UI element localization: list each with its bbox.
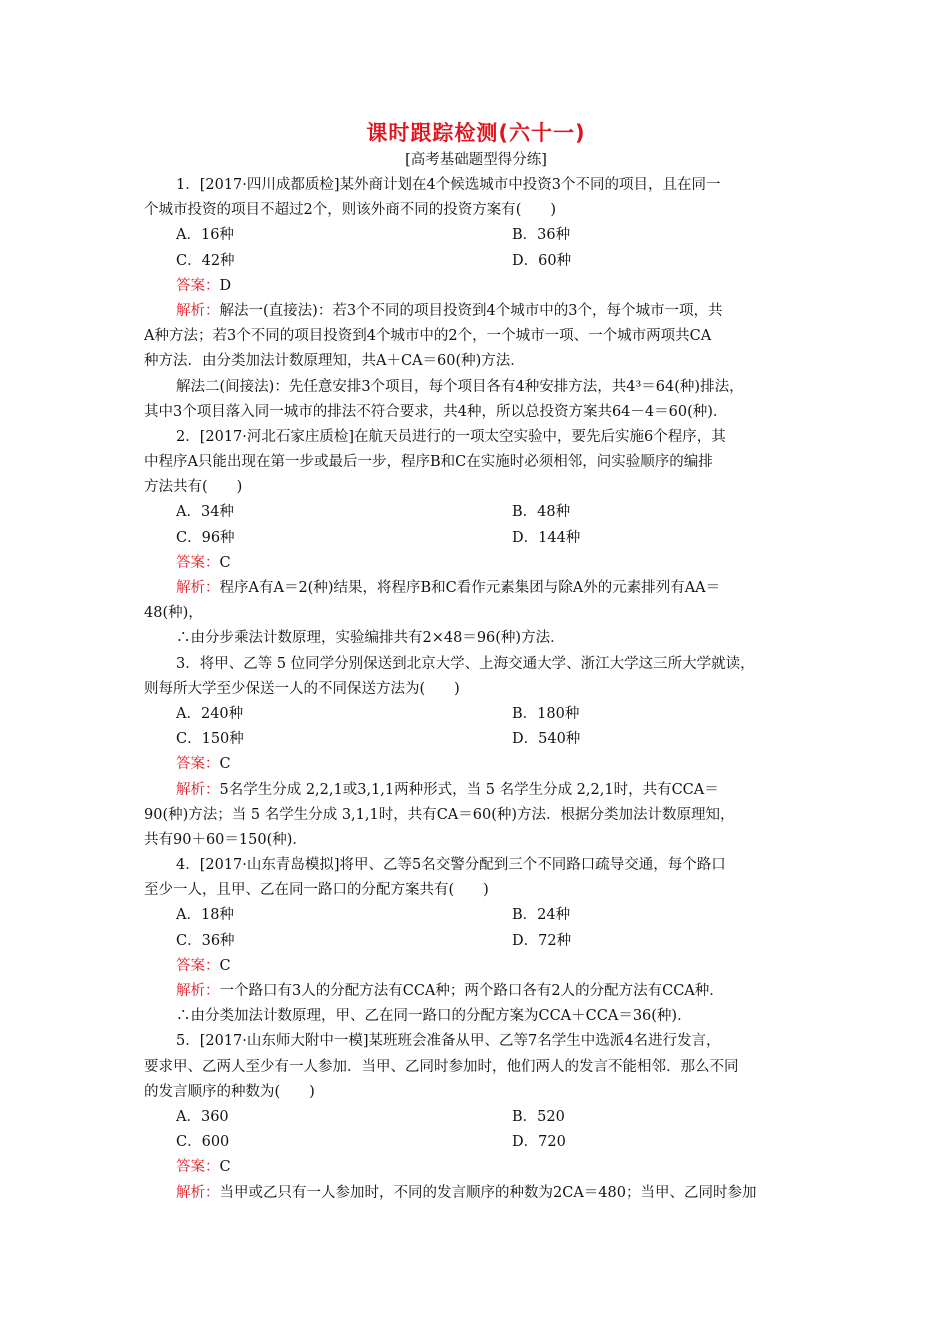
answer-option: D．540种 bbox=[512, 731, 581, 748]
option-row bbox=[144, 702, 808, 727]
explanation-label: 解析： bbox=[176, 1184, 220, 1201]
answer-option: B．24种 bbox=[512, 907, 571, 924]
answer-option: B．180种 bbox=[512, 705, 580, 722]
question-stem-line: 则每所大学至少保送一人的不同保送方法为( ) bbox=[144, 680, 460, 697]
question-stem-line: 中程序A只能出现在第一步或最后一步，程序B和C在实施时必须相邻，问实验顺序的编排 bbox=[144, 454, 713, 471]
question-stem-line: 3．将甲、乙等 5 位同学分别保送到北京大学、上海交通大学、浙江大学这三所大学就读， bbox=[176, 655, 755, 672]
explanation-line: 48(种)， bbox=[144, 605, 203, 622]
explanation-line bbox=[144, 1181, 808, 1206]
question-stem-line: 5．[2017·山东师大附中一模]某班班会准备从甲、乙等7名学生中选派4名进行发言， bbox=[176, 1033, 721, 1050]
option-row bbox=[144, 500, 808, 525]
explanation-label: 解析： bbox=[176, 781, 220, 798]
answer-label: 答案： bbox=[176, 756, 220, 773]
question-block bbox=[144, 1029, 808, 1205]
answer-option: D．720 bbox=[512, 1134, 566, 1151]
question-stem-line: 个城市投资的项目不超过2个，则该外商不同的投资方案有( ) bbox=[144, 202, 557, 219]
explanation-line: 90(种)方法；当 5 名学生分成 3,1,1时，共有CA＝60(种)方法．根据分类加法计数原理知， bbox=[144, 806, 735, 823]
answer-option: A．360 bbox=[176, 1108, 229, 1125]
option-row bbox=[144, 526, 808, 551]
answer-option: B．520 bbox=[512, 1108, 565, 1125]
question-stem-line: 2．[2017·河北石家庄质检]在航天员进行的一项太空实验中，要先后实施6个程序，其 bbox=[176, 428, 726, 445]
explanation-text: 当甲或乙只有一人参加时，不同的发言顺序的种数为2CA＝480；当甲、乙同时参加 bbox=[219, 1184, 757, 1201]
answer-value: D bbox=[219, 277, 232, 294]
explanation-line: 其中3个项目落入同一城市的排法不符合要求，共4种，所以总投资方案共64－4＝60(种)． bbox=[144, 403, 728, 420]
option-row bbox=[144, 223, 808, 248]
answer-value: C bbox=[219, 957, 231, 974]
answer-line bbox=[144, 274, 808, 299]
option-row bbox=[144, 249, 808, 274]
answer-value: C bbox=[219, 1159, 231, 1176]
explanation-line: 种方法．由分类加法计数原理知，共A＋CA＝60(种)方法． bbox=[144, 353, 525, 370]
answer-option: C．600 bbox=[176, 1134, 230, 1151]
explanation-text: 程序A有A＝2(种)结果，将程序B和C看作元素集团与除A外的元素排列有AA＝ bbox=[219, 580, 721, 596]
question-stem-line: 要求甲、乙两人至少有一人参加．当甲、乙同时参加时，他们两人的发言不能相邻．那么不同 bbox=[144, 1058, 739, 1075]
answer-option: C．36种 bbox=[176, 932, 235, 949]
question-stem-line: 方法共有( ) bbox=[144, 479, 243, 496]
answer-value: C bbox=[219, 756, 231, 773]
document-page bbox=[144, 118, 808, 1206]
question-stem-line: 至少一人，且甲、乙在同一路口的分配方案共有( ) bbox=[144, 882, 489, 899]
explanation-line: A种方法；若3个不同的项目投资到4个城市中的2个，一个城市一项、一个城市两项共CA bbox=[144, 328, 712, 345]
answer-option: A．16种 bbox=[176, 227, 234, 244]
explanation-line bbox=[144, 299, 808, 324]
answer-option: C．150种 bbox=[176, 731, 244, 748]
option-row bbox=[144, 727, 808, 752]
answer-option: C．42种 bbox=[176, 252, 235, 269]
answer-option: D．72种 bbox=[512, 932, 572, 949]
answer-option: A．34种 bbox=[176, 504, 234, 521]
explanation-line: 共有90＋60＝150(种)． bbox=[144, 831, 307, 848]
explanation-line bbox=[144, 778, 808, 803]
answer-line bbox=[144, 1155, 808, 1180]
answer-option: C．96种 bbox=[176, 529, 235, 546]
page-title: 课时跟踪检测(六十一) bbox=[366, 121, 586, 145]
explanation-label: 解析： bbox=[176, 983, 220, 999]
answer-line bbox=[144, 954, 808, 979]
answer-line bbox=[144, 752, 808, 777]
answer-option: B．36种 bbox=[512, 227, 571, 244]
question-list bbox=[144, 173, 808, 1206]
answer-option: D．144种 bbox=[512, 529, 581, 546]
answer-label: 答案： bbox=[176, 554, 220, 571]
section-subtitle: [高考基础题型得分练] bbox=[405, 152, 547, 168]
answer-option: A．18种 bbox=[176, 907, 234, 924]
option-row bbox=[144, 1105, 808, 1130]
answer-option: B．48种 bbox=[512, 504, 571, 521]
question-block bbox=[144, 173, 808, 425]
answer-value: C bbox=[219, 554, 231, 571]
question-stem-line: 1．[2017·四川成都质检]某外商计划在4个候选城市中投资3个不同的项目，且在同一 bbox=[176, 177, 721, 193]
option-row bbox=[144, 929, 808, 954]
option-row bbox=[144, 1130, 808, 1155]
question-stem-line: 4．[2017·山东青岛模拟]将甲、乙等5名交警分配到三个不同路口疏导交通，每个路口 bbox=[176, 857, 726, 874]
explanation-text: 一个路口有3人的分配方法有CCA种；两个路口各有2人的分配方法有CCA种． bbox=[219, 983, 724, 999]
question-block bbox=[144, 652, 808, 854]
explanation-line: ∴由分类加法计数原理，甲、乙在同一路口的分配方案为CCA＋CCA＝36(种)． bbox=[176, 1008, 692, 1025]
answer-line bbox=[144, 551, 808, 576]
explanation-line: 解法二(间接法)：先任意安排3个项目，每个项目各有4种安排方法，共4³＝64(种)排法， bbox=[176, 378, 744, 395]
question-block bbox=[144, 853, 808, 1029]
explanation-line bbox=[144, 576, 808, 601]
question-stem-line: 的发言顺序的种数为( ) bbox=[144, 1083, 315, 1100]
explanation-line bbox=[144, 979, 808, 1004]
answer-label: 答案： bbox=[176, 1159, 220, 1176]
option-row bbox=[144, 903, 808, 928]
question-block bbox=[144, 425, 808, 652]
explanation-text: 解法一(直接法)：若3个不同的项目投资到4个城市中的3个，每个城市一项，共 bbox=[219, 302, 723, 319]
explanation-text: 5名学生分成 2,2,1或3,1,1两种形式，当 5 名学生分成 2,2,1时，共有CCA＝ bbox=[219, 781, 719, 798]
answer-label: 答案： bbox=[176, 957, 220, 974]
answer-option: A．240种 bbox=[176, 705, 244, 722]
explanation-line: ∴由分步乘法计数原理，实验编排共有2×48＝96(种)方法． bbox=[176, 630, 565, 647]
answer-label: 答案： bbox=[176, 277, 220, 294]
answer-option: D．60种 bbox=[512, 252, 572, 269]
explanation-label: 解析： bbox=[176, 580, 220, 596]
explanation-label: 解析： bbox=[176, 302, 220, 319]
